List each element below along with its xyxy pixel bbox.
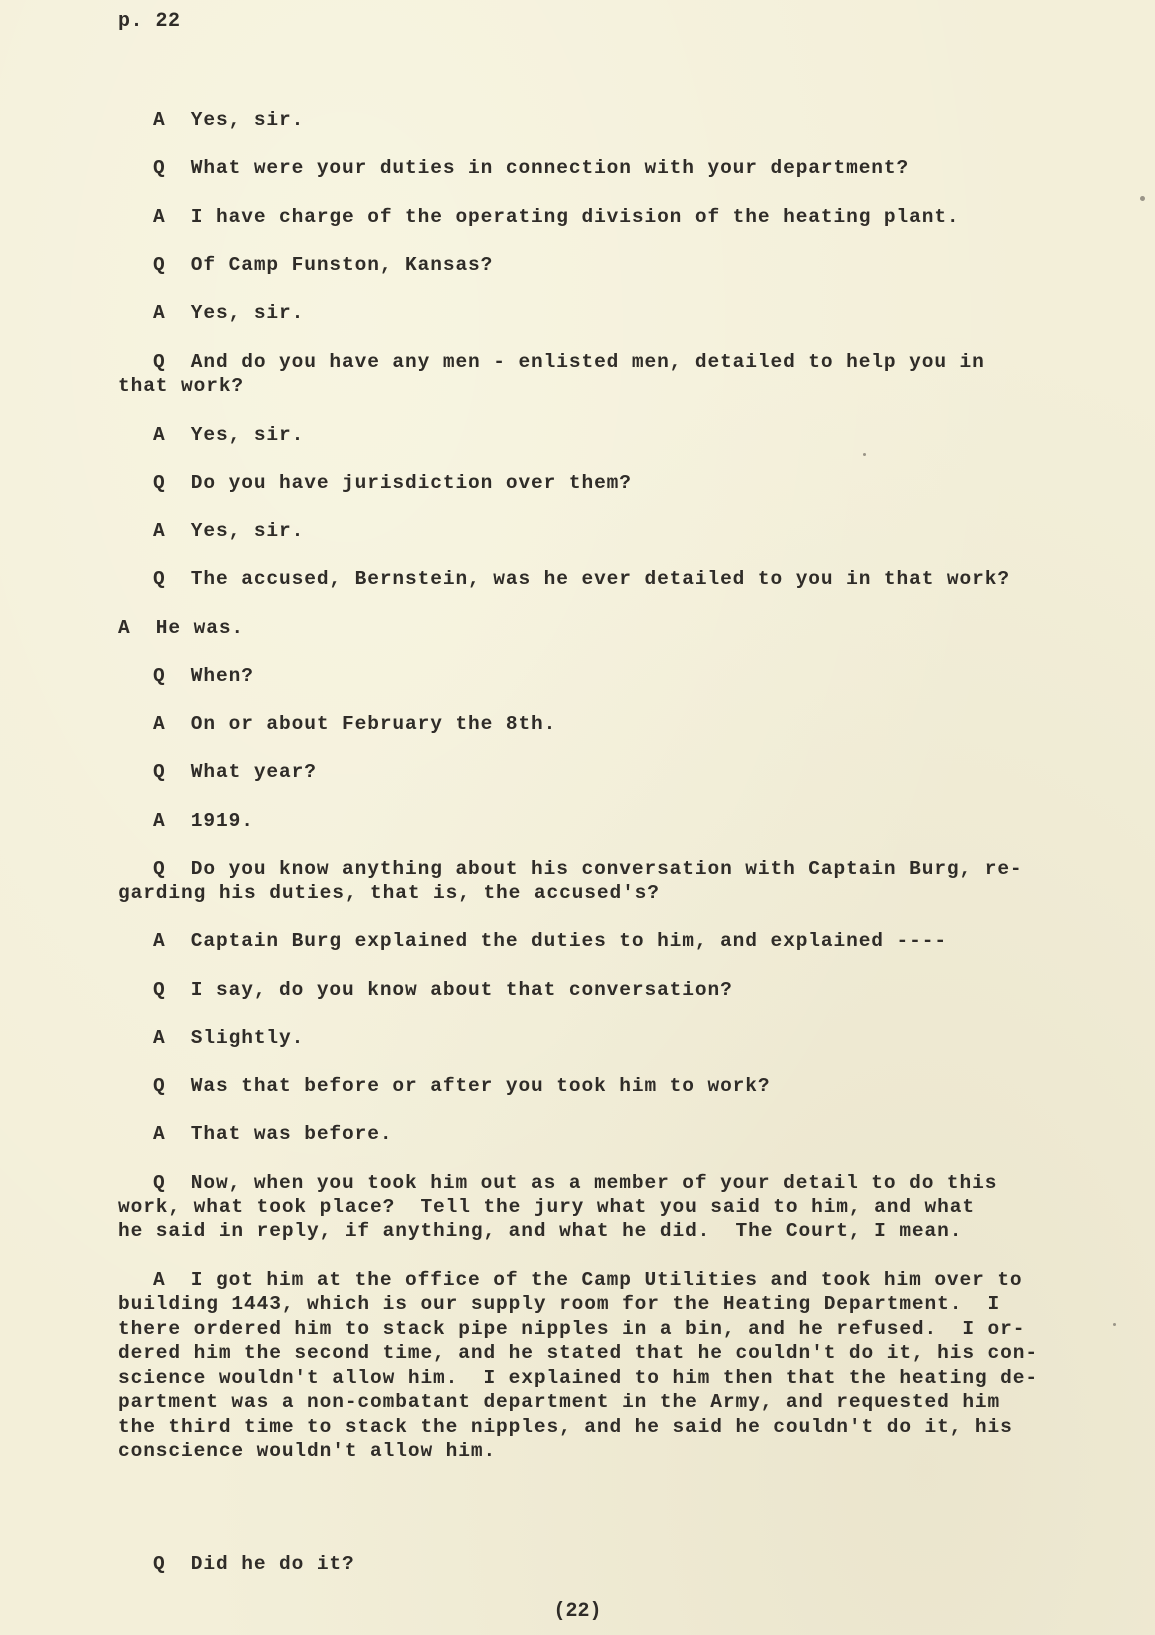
transcript-line: science wouldn't allow him. I explained to him then that the heating de- xyxy=(118,1367,1038,1389)
transcript-line: conscience wouldn't allow him. xyxy=(118,1440,497,1462)
transcript-line: that work? xyxy=(118,375,245,397)
page-number-label: p. 22 xyxy=(118,10,181,33)
transcript-line: A That was before. xyxy=(153,1123,393,1145)
transcript-line: A Slightly. xyxy=(153,1027,305,1049)
transcript-line: Q Was that before or after you took him to work? xyxy=(153,1075,771,1097)
transcript-line: A Yes, sir. xyxy=(153,424,305,446)
transcript-line: Q I say, do you know about that conversation? xyxy=(153,979,733,1001)
transcript-line: Q The accused, Bernstein, was he ever detailed to you in that work? xyxy=(153,568,1010,590)
transcript-line: Q Now, when you took him out as a member of your detail to do this xyxy=(153,1172,998,1194)
transcript-line: Q What year? xyxy=(153,761,317,783)
transcript-line: A I got him at the office of the Camp Utilities and took him over to xyxy=(153,1269,1023,1291)
paper-speck xyxy=(1140,196,1145,201)
transcript-line: A Yes, sir. xyxy=(153,109,305,131)
transcript-line: there ordered him to stack pipe nipples in a bin, and he refused. I or- xyxy=(118,1318,1026,1340)
transcript-line: the third time to stack the nipples, and he said he couldn't do it, his xyxy=(118,1416,1013,1438)
transcript-line: A Yes, sir. xyxy=(153,302,305,324)
transcript-line: A On or about February the 8th. xyxy=(153,713,557,735)
transcript-line: Q Do you know anything about his conversation with Captain Burg, re- xyxy=(153,858,1023,880)
transcript-line: he said in reply, if anything, and what he did. The Court, I mean. xyxy=(118,1220,963,1242)
transcript-line: A Captain Burg explained the duties to him, and explained ---- xyxy=(153,930,947,952)
transcript-line: Q Did he do it? xyxy=(153,1553,355,1575)
transcript-line: A I have charge of the operating division of the heating plant. xyxy=(153,206,960,228)
transcript-line: Q And do you have any men - enlisted men, detailed to help you in xyxy=(153,351,985,373)
paper-speck xyxy=(863,453,866,456)
transcript-line: Q Do you have jurisdiction over them? xyxy=(153,472,632,494)
transcript-line: Q Of Camp Funston, Kansas? xyxy=(153,254,494,276)
transcript-line: dered him the second time, and he stated that he couldn't do it, his con- xyxy=(118,1342,1038,1364)
transcript-line: Q What were your duties in connection with your department? xyxy=(153,157,910,179)
transcript-line: building 1443, which is our supply room for the Heating Department. I xyxy=(118,1293,1001,1315)
transcript-line: Q When? xyxy=(153,665,254,687)
page-footer-number: (22) xyxy=(553,1600,602,1623)
transcript-line: A He was. xyxy=(118,617,245,639)
transcript-line: work, what took place? Tell the jury what you said to him, and what xyxy=(118,1196,975,1218)
transcript-line: garding his duties, that is, the accused's? xyxy=(118,882,660,904)
transcript-line: A Yes, sir. xyxy=(153,520,305,542)
paper-speck xyxy=(1113,1323,1116,1326)
transcript-line: A 1919. xyxy=(153,810,254,832)
transcript-line: partment was a non-combatant department in the Army, and requested him xyxy=(118,1391,1001,1413)
